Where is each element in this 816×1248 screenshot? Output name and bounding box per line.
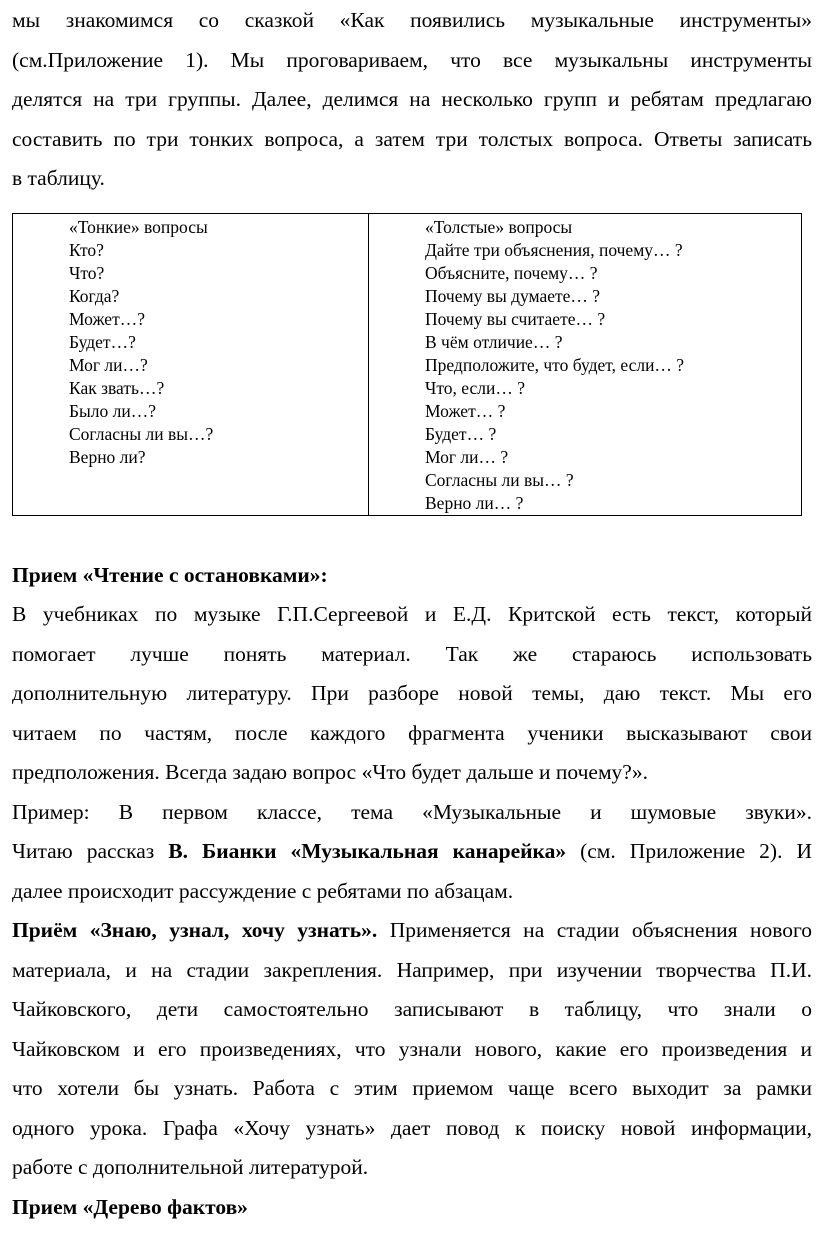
body-line: Чайковского, дети самостоятельно записывают в таблицу, что знали о <box>12 997 812 1021</box>
thin-questions-header: «Тонкие» вопросы <box>69 216 208 237</box>
body-line: предположения. Всегда задаю вопрос «Что будет дальше и почему?». <box>12 760 648 784</box>
document-page <box>12 0 812 1227</box>
example-text: (см. Приложение 2). И <box>566 839 813 863</box>
story-title: В. Бианки «Музыкальная канарейка» <box>168 839 567 863</box>
thin-question: Может…? <box>69 308 145 329</box>
body-line: дополнительную литературу. При разборе новой темы, даю текст. Мы его <box>12 681 812 705</box>
thick-question: Предположите, что будет, если… ? <box>425 354 685 375</box>
spacer <box>12 516 812 556</box>
example-line: далее происходит рассуждение с ребятами по абзацам. <box>12 878 514 903</box>
table-row <box>13 213 802 515</box>
body-line: работе с дополнительной литературой. <box>12 1155 369 1179</box>
thick-questions-cell <box>369 213 802 515</box>
body-line: Чайковском и его произведениях, что узнали нового, какие его произведения и <box>12 1036 812 1061</box>
example-line: Пример: В первом классе, тема «Музыкальные и шумовые звуки». <box>12 799 812 824</box>
section-reading <box>12 556 812 912</box>
example-text: Читаю рассказ <box>12 839 169 863</box>
section-first-line <box>12 911 812 951</box>
intro-line: (см.Приложение 1). Мы проговариваем, что все музыкальны инструменты <box>12 47 812 72</box>
thin-question: Что? <box>69 262 105 283</box>
thick-question: Верно ли… ? <box>425 492 524 513</box>
thick-question: Будет… ? <box>425 423 497 444</box>
thick-question: Почему вы считаете… ? <box>425 308 606 329</box>
body-line: В учебниках по музыке Г.П.Сергеевой и Е.Д. Критской есть текст, который <box>12 602 812 626</box>
thick-question: Дайте три объяснения, почему… ? <box>425 239 683 260</box>
thick-question: Что, если… ? <box>425 377 526 398</box>
thick-question: Объясните, почему… ? <box>425 262 598 283</box>
thick-question: Почему вы думаете… ? <box>425 285 601 306</box>
intro-line: делятся на три группы. Далее, делимся на несколько групп и ребятам предлагаю <box>12 87 812 111</box>
intro-line: в таблицу. <box>12 166 105 190</box>
body-text: Применяется на стадии объяснения нового <box>377 918 812 942</box>
thin-question: Когда? <box>69 285 120 306</box>
body-line: одного урока. Графа «Хочу узнать» дает повод к поиску новой информации, <box>12 1115 812 1140</box>
body-line: материала, и на стадии закрепления. Например, при изучении творчества П.И. <box>12 957 812 982</box>
body-line: что хотели бы узнать. Работа с этим приемом чаще всего выходит за рамки <box>12 1076 812 1100</box>
thin-question: Согласны ли вы…? <box>69 423 214 444</box>
thin-question: Как звать…? <box>69 377 165 398</box>
section-heading: Прием «Чтение с остановками»: <box>12 562 328 587</box>
thick-questions-header: «Толстые» вопросы <box>425 216 573 237</box>
thin-question: Верно ли? <box>69 446 146 467</box>
intro-line: мы знакомимся со сказкой «Как появились музыкальные инструменты» <box>12 8 812 32</box>
section-tree <box>12 1188 812 1228</box>
thick-question: В чём отличие… ? <box>425 331 563 352</box>
intro-paragraph <box>12 0 812 199</box>
section-heading: Приём «Знаю, узнал, хочу узнать». <box>12 918 378 942</box>
body-line: помогает лучше понять материал. Так же стараюсь использовать <box>12 641 812 666</box>
thin-question: Было ли…? <box>69 400 157 421</box>
body-line: читаем по частям, после каждого фрагмента ученики высказывают свои <box>12 720 812 745</box>
thin-question: Мог ли…? <box>69 354 148 375</box>
thin-questions-cell <box>13 213 369 515</box>
section-know <box>12 911 812 1188</box>
section-heading: Прием «Дерево фактов» <box>12 1194 248 1219</box>
thin-question: Кто? <box>69 239 104 260</box>
thick-question: Согласны ли вы… ? <box>425 469 574 490</box>
thin-question: Будет…? <box>69 331 136 352</box>
thick-question: Может… ? <box>425 400 506 421</box>
thick-question: Мог ли… ? <box>425 446 509 467</box>
intro-line: составить по три тонких вопроса, а затем три толстых вопроса. Ответы записать <box>12 126 812 151</box>
questions-table <box>12 213 802 516</box>
example-line <box>12 832 812 872</box>
